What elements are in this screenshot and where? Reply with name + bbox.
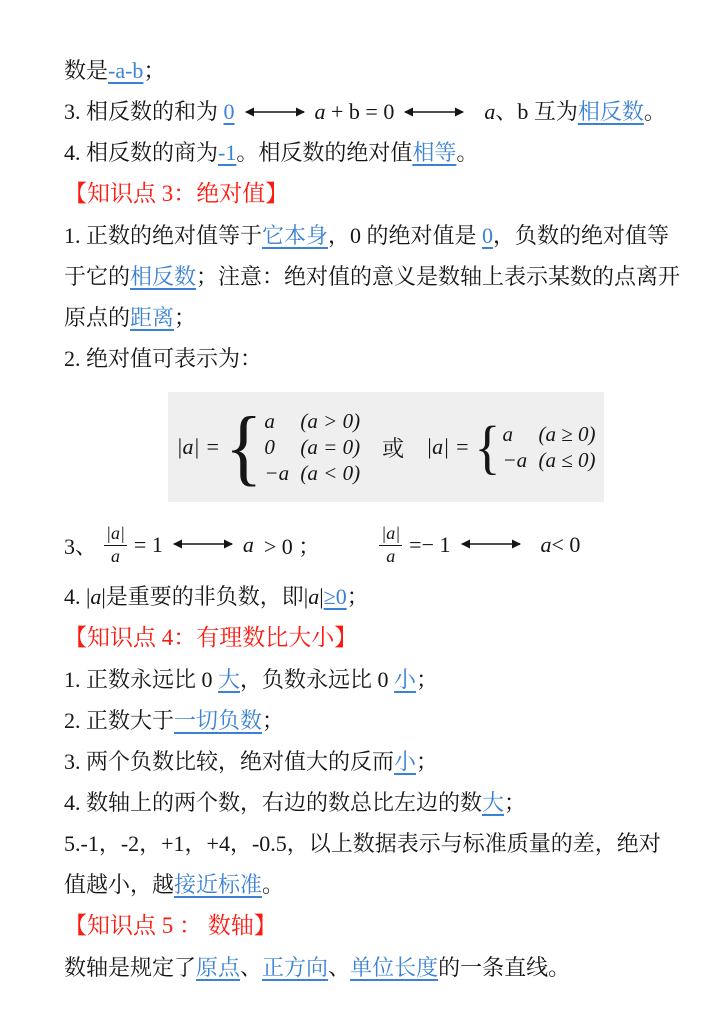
case-rows (502, 421, 595, 473)
text-segment: > 0 ； (263, 533, 321, 559)
case-value: a (264, 409, 275, 433)
text-segment: 。 (262, 872, 285, 897)
case-row (264, 408, 360, 434)
line-abs-rule-1b (64, 256, 695, 297)
math-var: a (90, 584, 102, 609)
text-segment: ； (346, 584, 369, 609)
math-var: a (484, 99, 496, 124)
answer-blank-link: -a-b (108, 58, 144, 83)
answer-blank-link: 大 (482, 790, 505, 815)
case-condition: (a ≥ 0) (538, 422, 596, 446)
text-segment: 4. 相反数的商为 (64, 140, 219, 165)
text-segment: 4. 数轴上的两个数，右边的数总比左边的数 (64, 790, 483, 815)
text-segment: ； (416, 667, 439, 692)
answer-blank-link: 0 (223, 99, 235, 124)
abs-cases-expression-2 (426, 414, 596, 480)
long-left-right-arrow-icon (460, 538, 522, 550)
case-rows (264, 408, 360, 486)
line-compare-rule-5a (64, 823, 695, 864)
answer-blank-link: ≥0 (323, 584, 347, 609)
text-segment: < 0 (551, 532, 581, 557)
text-segment: ； (416, 749, 439, 774)
text-segment: | (319, 584, 324, 609)
math-var: a (314, 99, 326, 124)
text-segment: 3. 相反数的和为 (64, 99, 224, 124)
text-segment: =− 1 (409, 532, 451, 557)
answer-blank-link: 正方向 (262, 955, 329, 980)
answer-blank-link: 相反数 (130, 264, 197, 289)
line-compare-rule-5b (64, 864, 695, 905)
math-lhs: |a| = (426, 434, 470, 459)
line-number-line-definition (64, 947, 695, 988)
line-abs-ratio-rule (64, 514, 695, 576)
fraction-numerator: |a| (379, 523, 402, 546)
text-segment: ，负数永远比 0 (240, 667, 395, 692)
fraction-numerator: |a| (104, 523, 127, 546)
answer-blank-link: 相反数 (577, 99, 644, 124)
text-segment: 3、 (64, 533, 98, 559)
answer-blank-link: 相等 (412, 140, 457, 165)
case-condition: (a ≤ 0) (538, 448, 596, 472)
text-segment: 。 (456, 140, 479, 165)
answer-blank-link: 大 (218, 667, 241, 692)
text-segment: 1. 正数的绝对值等于 (64, 223, 263, 248)
text-segment: ； (262, 708, 285, 733)
text-segment: 5.-1，-2，+1，+4，-0.5，以上数据表示与标准质量的差，绝对 (64, 831, 661, 856)
text-segment: 、 (328, 955, 351, 980)
text-segment: 数轴是规定了 (64, 955, 197, 980)
text-segment: ，0 的绝对值是 (328, 223, 483, 248)
answer-blank-link: 距离 (130, 305, 175, 330)
answer-blank-link: 接近标准 (174, 872, 263, 897)
case-value: a (502, 422, 513, 446)
line-abs-rule-2-intro (64, 338, 695, 379)
case-value: −a (264, 461, 290, 485)
answer-blank-link: 小 (394, 667, 417, 692)
case-condition: (a = 0) (300, 435, 361, 459)
case-row (264, 434, 360, 460)
case-value: 0 (264, 435, 275, 459)
case-row (502, 447, 595, 473)
text-segment: 。相反数的绝对值 (236, 140, 413, 165)
kp5-heading-number-line: 【知识点 5 ： 数轴】 (64, 913, 277, 938)
case-condition: (a > 0) (300, 409, 361, 433)
kp3-heading-absolute-value: 【知识点 3：绝对值】 (64, 181, 289, 206)
case-row (502, 421, 595, 447)
math-var: a (242, 532, 254, 557)
text-segment: ； (143, 58, 166, 83)
text-segment: 1. 正数永远比 0 (64, 667, 219, 692)
text-segment: ； (504, 790, 527, 815)
line-abs-rule-1a (64, 215, 695, 256)
math-var: a (308, 584, 320, 609)
math-lhs: |a| = (176, 434, 220, 459)
line-compare-rule-1 (64, 659, 695, 700)
case-condition: (a < 0) (300, 461, 361, 485)
absolute-value-formula-box (168, 392, 604, 502)
text-segment: 2. 绝对值可表示为： (64, 346, 263, 371)
text-segment: 、 (240, 955, 263, 980)
text-segment: = 1 (133, 532, 163, 557)
text-segment: |是重要的非负数，即| (101, 584, 309, 609)
fraction-denominator: a (110, 545, 120, 566)
long-left-right-arrow-icon (244, 106, 306, 118)
line-compare-rule-2 (64, 700, 695, 741)
text-segment: 、b 互为 (495, 99, 578, 124)
text-segment: 的一条直线。 (438, 955, 571, 980)
line-abs-nonnegative (64, 576, 695, 617)
text-segment: 3. 两个负数比较，绝对值大的反而 (64, 749, 395, 774)
line-abs-rule-1c (64, 297, 695, 338)
text-segment: + b = 0 (325, 99, 395, 124)
answer-blank-link: 原点 (196, 955, 241, 980)
kp4-heading-compare-rationals: 【知识点 4：有理数比大小】 (64, 625, 358, 650)
case-value: −a (502, 448, 528, 472)
answer-blank-link: 0 (482, 223, 494, 248)
answer-blank-link: -1 (218, 140, 237, 165)
text-segment: ；注意：绝对值的意义是数轴上表示某数的点离开 (196, 264, 681, 289)
text-segment: 。 (643, 99, 666, 124)
text-segment: ，负数的绝对值等 (493, 223, 670, 248)
fraction-denominator: a (386, 545, 396, 566)
text-segment: 2. 正数大于 (64, 708, 175, 733)
text-segment: ； (174, 305, 197, 330)
answer-blank-link: 它本身 (262, 223, 329, 248)
line-opposite-numbers-sum (64, 91, 695, 132)
math-var: a (540, 532, 552, 557)
line-negative-sum-result (64, 50, 695, 91)
text-segment: 值越小，越 (64, 872, 175, 897)
text-segment: 原点的 (64, 305, 131, 330)
or-connector: 或 (382, 435, 405, 461)
left-brace-icon: { (474, 414, 501, 480)
case-row (264, 460, 360, 486)
line-compare-rule-4 (64, 782, 695, 823)
abs-cases-expression-1 (176, 399, 361, 494)
fraction-abs-a-over-a (104, 523, 127, 567)
answer-blank-link: 单位长度 (350, 955, 439, 980)
answer-blank-link: 一切负数 (174, 708, 263, 733)
long-left-right-arrow-icon (172, 538, 234, 550)
fraction-abs-a-over-a (379, 523, 402, 567)
text-segment: 于它的 (64, 264, 131, 289)
line-opposite-numbers-quotient (64, 132, 695, 173)
long-left-right-arrow-icon (403, 106, 465, 118)
text-segment: 4. | (64, 584, 91, 609)
line-compare-rule-3 (64, 741, 695, 782)
left-brace-icon: { (224, 399, 263, 494)
text-segment: 数是 (64, 58, 109, 83)
answer-blank-link: 小 (394, 749, 417, 774)
